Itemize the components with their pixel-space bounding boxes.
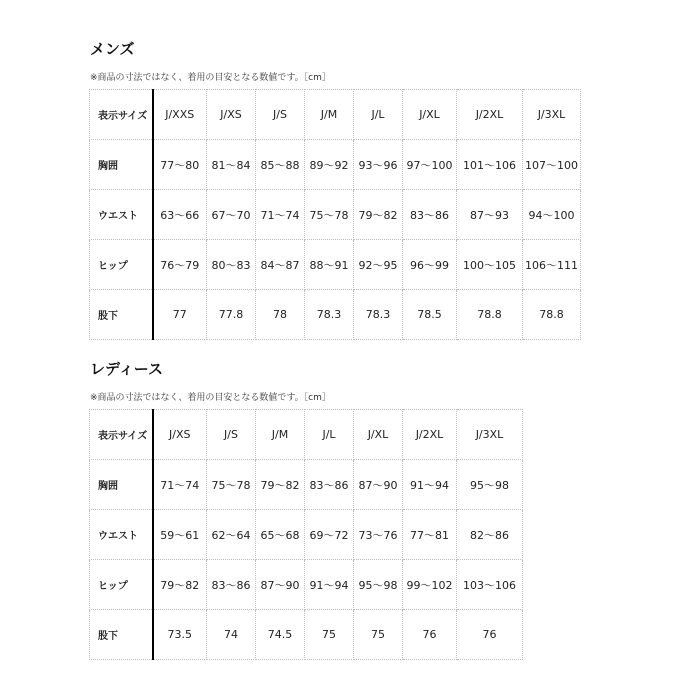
measurement-cell: 80〜83 <box>207 240 256 290</box>
size-column-header: J/M <box>256 410 305 460</box>
measurement-label: 胸囲 <box>90 140 153 190</box>
measurement-cell: 75 <box>305 610 354 660</box>
measurement-cell: 71〜74 <box>256 190 305 240</box>
measurement-label: ヒップ <box>90 560 153 610</box>
size-column-header: J/S <box>207 410 256 460</box>
measurement-cell: 78 <box>256 290 305 340</box>
measurement-cell: 75〜78 <box>305 190 354 240</box>
size-column-header: J/L <box>305 410 354 460</box>
measurement-cell: 69〜72 <box>305 510 354 560</box>
measurement-cell: 74.5 <box>256 610 305 660</box>
women-waist-row <box>90 510 523 560</box>
measurement-cell: 76 <box>457 610 523 660</box>
men-inseam-row <box>90 290 581 340</box>
measurement-cell: 82〜86 <box>457 510 523 560</box>
men-header-row <box>90 90 581 140</box>
measurement-cell: 76〜79 <box>153 240 207 290</box>
size-column-header: J/XL <box>403 90 457 140</box>
women-size-note: ※商品の寸法ではなく、着用の目安となる数値です。［cm］ <box>90 393 331 403</box>
measurement-cell: 79〜82 <box>354 190 403 240</box>
size-column-header: J/M <box>305 90 354 140</box>
measurement-cell: 107〜100 <box>523 140 581 190</box>
measurement-cell: 83〜86 <box>403 190 457 240</box>
size-column-header: J/XS <box>207 90 256 140</box>
measurement-cell: 71〜74 <box>153 460 207 510</box>
measurement-cell: 78.3 <box>354 290 403 340</box>
measurement-cell: 101〜106 <box>457 140 523 190</box>
measurement-cell: 103〜106 <box>457 560 523 610</box>
measurement-label: ウエスト <box>90 190 153 240</box>
men-section-title: メンズ <box>90 40 135 58</box>
measurement-cell: 77〜80 <box>153 140 207 190</box>
measurement-cell: 84〜87 <box>256 240 305 290</box>
women-chest-row <box>90 460 523 510</box>
size-column-header: J/3XL <box>457 410 523 460</box>
measurement-cell: 83〜86 <box>207 560 256 610</box>
women-header-row <box>90 410 523 460</box>
size-column-header: J/XXS <box>153 90 207 140</box>
measurement-cell: 83〜86 <box>305 460 354 510</box>
measurement-cell: 99〜102 <box>403 560 457 610</box>
measurement-cell: 79〜82 <box>256 460 305 510</box>
size-column-header: J/2XL <box>457 90 523 140</box>
measurement-label: 胸囲 <box>90 460 153 510</box>
measurement-cell: 63〜66 <box>153 190 207 240</box>
measurement-cell: 106〜111 <box>523 240 581 290</box>
measurement-cell: 93〜96 <box>354 140 403 190</box>
measurement-cell: 94〜100 <box>523 190 581 240</box>
measurement-cell: 91〜94 <box>403 460 457 510</box>
measurement-cell: 78.3 <box>305 290 354 340</box>
measurement-cell: 78.8 <box>523 290 581 340</box>
measurement-cell: 74 <box>207 610 256 660</box>
size-column-header: J/L <box>354 90 403 140</box>
measurement-cell: 87〜90 <box>256 560 305 610</box>
size-column-header: J/3XL <box>523 90 581 140</box>
measurement-cell: 100〜105 <box>457 240 523 290</box>
measurement-cell: 95〜98 <box>457 460 523 510</box>
measurement-cell: 77〜81 <box>403 510 457 560</box>
measurement-cell: 73〜76 <box>354 510 403 560</box>
measurement-cell: 85〜88 <box>256 140 305 190</box>
measurement-cell: 89〜92 <box>305 140 354 190</box>
measurement-cell: 91〜94 <box>305 560 354 610</box>
measurement-cell: 76 <box>403 610 457 660</box>
measurement-cell: 87〜93 <box>457 190 523 240</box>
measurement-cell: 73.5 <box>153 610 207 660</box>
measurement-cell: 97〜100 <box>403 140 457 190</box>
measurement-label: 股下 <box>90 610 153 660</box>
measurement-cell: 78.5 <box>403 290 457 340</box>
men-hip-row <box>90 240 581 290</box>
measurement-cell: 65〜68 <box>256 510 305 560</box>
measurement-cell: 95〜98 <box>354 560 403 610</box>
size-column-header: J/2XL <box>403 410 457 460</box>
measurement-cell: 67〜70 <box>207 190 256 240</box>
size-column-header: J/XS <box>153 410 207 460</box>
women-inseam-row <box>90 610 523 660</box>
measurement-cell: 59〜61 <box>153 510 207 560</box>
measurement-cell: 79〜82 <box>153 560 207 610</box>
size-column-header: J/XL <box>354 410 403 460</box>
women-section-title: レディース <box>90 360 164 378</box>
measurement-cell: 81〜84 <box>207 140 256 190</box>
measurement-cell: 75 <box>354 610 403 660</box>
measurement-label: 股下 <box>90 290 153 340</box>
measurement-cell: 78.8 <box>457 290 523 340</box>
men-waist-row <box>90 190 581 240</box>
men-size-note: ※商品の寸法ではなく、着用の目安となる数値です。［cm］ <box>90 73 331 83</box>
women-hip-row <box>90 560 523 610</box>
measurement-cell: 62〜64 <box>207 510 256 560</box>
men-chest-row <box>90 140 581 190</box>
measurement-cell: 96〜99 <box>403 240 457 290</box>
measurement-cell: 92〜95 <box>354 240 403 290</box>
men-size-table <box>89 89 581 340</box>
women-size-table <box>89 409 523 660</box>
measurement-cell: 87〜90 <box>354 460 403 510</box>
measurement-cell: 75〜78 <box>207 460 256 510</box>
measurement-cell: 77 <box>153 290 207 340</box>
size-header-label: 表示サイズ <box>90 90 153 140</box>
size-header-label: 表示サイズ <box>90 410 153 460</box>
measurement-label: ウエスト <box>90 510 153 560</box>
measurement-label: ヒップ <box>90 240 153 290</box>
size-column-header: J/S <box>256 90 305 140</box>
measurement-cell: 88〜91 <box>305 240 354 290</box>
measurement-cell: 77.8 <box>207 290 256 340</box>
